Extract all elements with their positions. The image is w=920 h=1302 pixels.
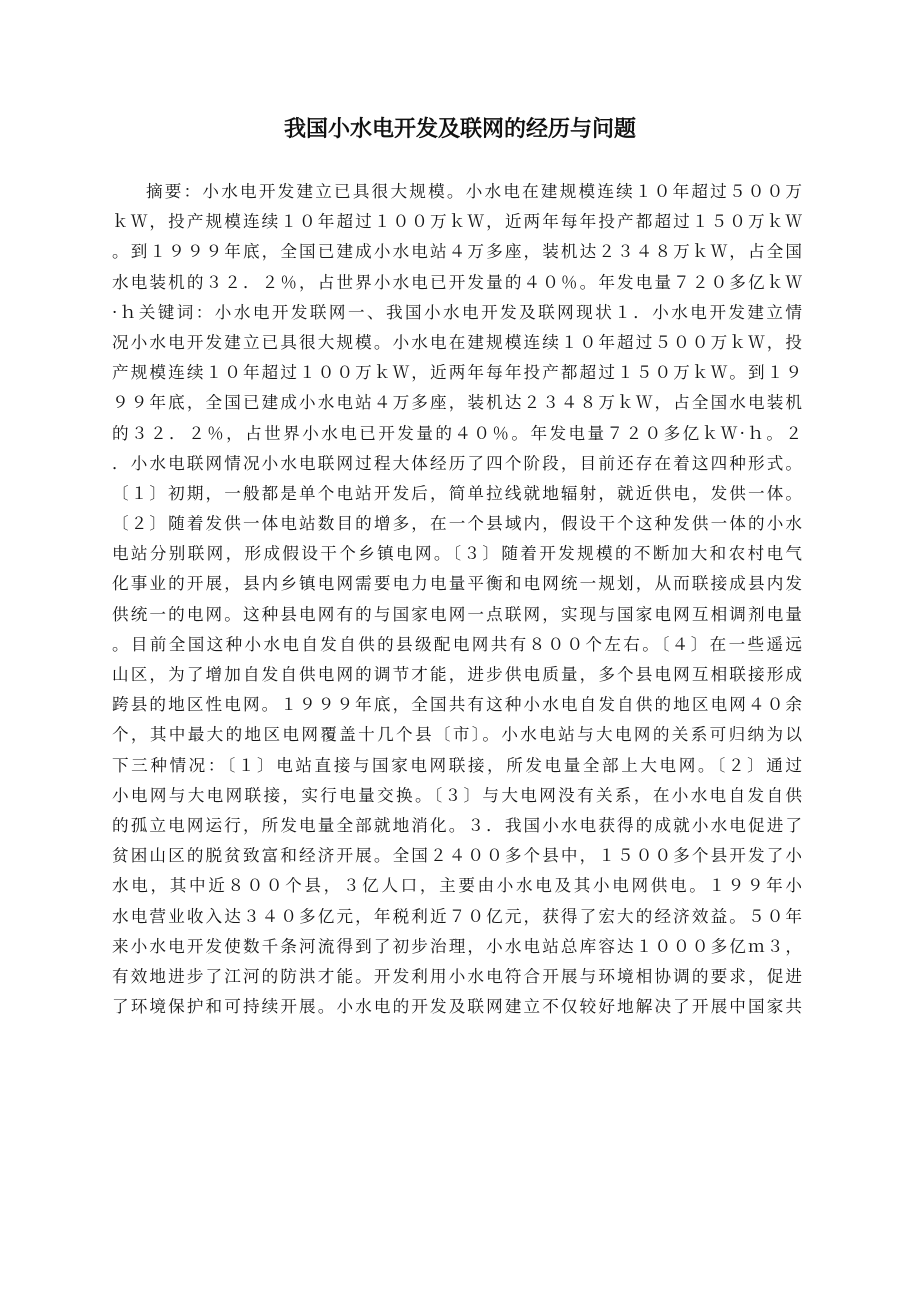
body-line: 水电营业收入达３４０多亿元，年税利近７０亿元，获得了宏大的经济效益。５０年 — [112, 906, 802, 926]
body-line: 了环境保护和可持续开展。小水电的开发及联网建立不仅较好地解决了开展中国家共 — [112, 997, 802, 1017]
body-line: 的３２．２％，占世界小水电已开发量的４０％。年发电量７２０多亿ｋＷ·ｈ。２ — [112, 423, 802, 443]
body-line: 。目前全国这种小水电自发自供的县级配电网共有８００个左右。〔４〕在一些遥远 — [112, 634, 802, 654]
body-line: ·ｈ关键词：小水电开发联网一、我国小水电开发及联网现状１．小水电开发建立情 — [112, 302, 802, 322]
body-line: 跨县的地区性电网。１９９９年底，全国共有这种小水电自发自供的地区电网４０余 — [112, 695, 802, 715]
body-line: 贫困山区的脱贫致富和经济开展。全国２４００多个县中，１５００多个县开发了小 — [112, 846, 802, 866]
body-line: 。到１９９９年底，全国已建成小水电站４万多座，装机达２３４８万ｋＷ，占全国 — [112, 242, 802, 262]
document-title: 我国小水电开发及联网的经历与问题 — [283, 116, 636, 142]
body-line: 产规模连续１０年超过１００万ｋＷ，近两年每年投产都超过１５０万ｋＷ。到１９ — [112, 363, 802, 383]
body-line: 的孤立电网运行，所发电量全部就地消化。３．我国小水电获得的成就小水电促进了 — [112, 815, 802, 835]
body-line: ．小水电联网情况小水电联网过程大体经历了四个阶段，目前还存在着这四种形式。 — [112, 453, 802, 473]
body-line: 下三种情况：〔１〕电站直接与国家电网联接，所发电量全部上大电网。〔２〕通过 — [112, 755, 802, 775]
body-line: 有效地进步了江河的防洪才能。开发利用小水电符合开展与环境相协调的要求，促进 — [112, 966, 802, 986]
body-line: 小电网与大电网联接，实行电量交换。〔３〕与大电网没有关系，在小水电自发自供 — [112, 785, 802, 805]
body-line: 〔１〕初期，一般都是单个电站开发后，简单拉线就地辐射，就近供电，发供一体。 — [112, 483, 802, 503]
body-line: 供统一的电网。这种县电网有的与国家电网一点联网，实现与国家电网互相调剂电量 — [112, 604, 802, 624]
document-body — [112, 177, 802, 1022]
body-line: 况小水电开发建立已具很大规模。小水电在建规模连续１０年超过５００万ｋＷ，投 — [112, 332, 802, 352]
body-line: 个，其中最大的地区电网覆盖十几个县〔市〕。小水电站与大电网的关系可归纳为以 — [112, 725, 802, 745]
body-line: 水电装机的３２．２％，占世界小水电已开发量的４０％。年发电量７２０多亿ｋＷ — [112, 272, 802, 292]
body-line: 来小水电开发使数千条河流得到了初步治理，小水电站总库容达１０００多亿ｍ３， — [112, 936, 802, 956]
body-line: 山区，为了增加自发自供电网的调节才能，进步供电质量，多个县电网互相联接形成 — [112, 665, 802, 684]
body-line: 电站分别联网，形成假设干个乡镇电网。〔３〕随着开发规模的不断加大和农村电气 — [112, 544, 802, 564]
body-line: 〔２〕随着发供一体电站数目的增多，在一个县域内，假设干个这种发供一体的小水 — [112, 514, 802, 534]
body-line: ９９年底，全国已建成小水电站４万多座，装机达２３４８万ｋＷ，占全国水电装机 — [112, 393, 802, 413]
body-line: 水电，其中近８００个县，３亿人口，主要由小水电及其小电网供电。１９９年小 — [112, 876, 802, 896]
body-line: 化事业的开展，县内乡镇电网需要电力电量平衡和电网统一规划，从而联接成县内发 — [112, 574, 802, 594]
body-line: ｋＷ，投产规模连续１０年超过１００万ｋＷ，近两年每年投产都超过１５０万ｋＷ — [112, 212, 802, 232]
body-line: 摘要：小水电开发建立已具很大规模。小水电在建规模连续１０年超过５００万 — [146, 182, 802, 201]
